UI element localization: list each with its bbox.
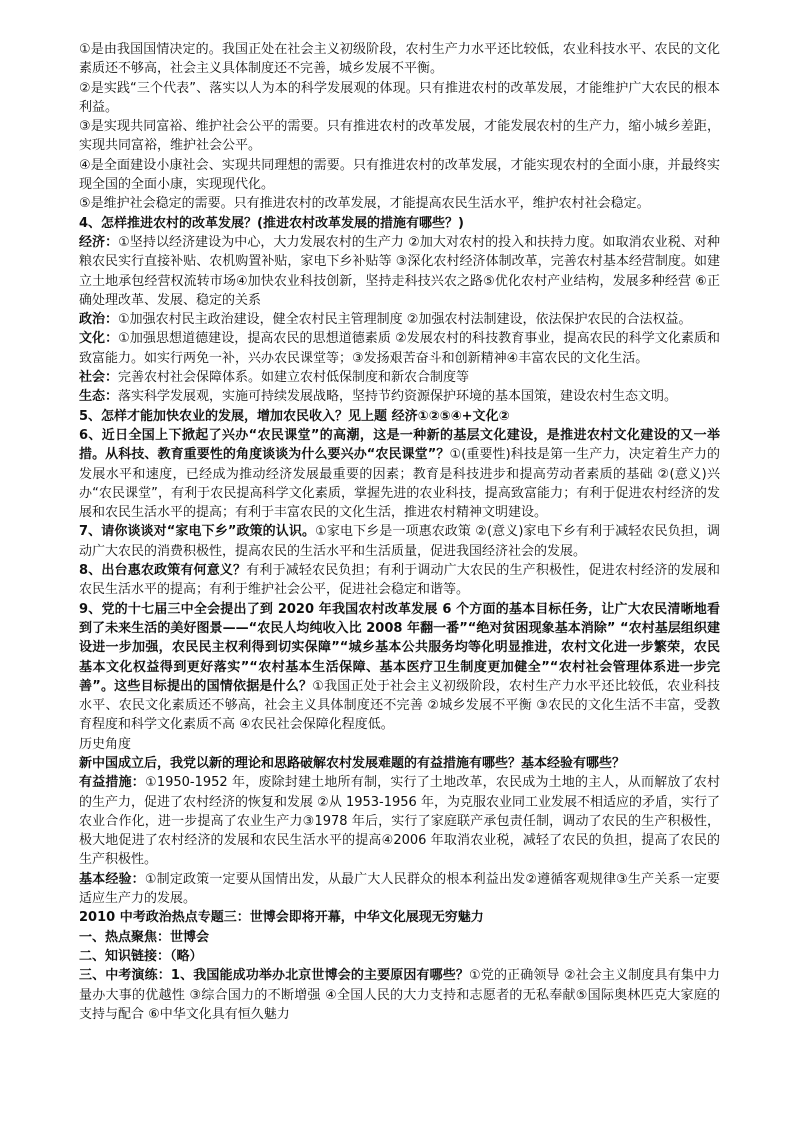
q4-economy-text: ①坚持以经济建设为中心，大力发展农村的生产力 ②加大对农村的投入和扶持力度。如取消农业税、对种粮农民实行直接补贴、农机购置补贴，家电下乡补贴等 ③深化农村经济体制改革，完善农村基本经营制度。如建立土地承包经营权流转市场④加快农业科技创新，坚持走科技兴农之路⑤优化农村产业结构，发展多种经营 ⑥正确处理改革、发展、稳定的关系 — [79, 234, 720, 308]
question-8-answer: 有利于减轻农民负担；有利于调动广大农民的生产积极性，促进农村经济的发展和农民生活水平的提高；有利于维护社会公平，促进社会稳定和谐等。 — [79, 563, 720, 598]
q4-politics — [79, 310, 720, 329]
topic-3-section-3-answer: ①党的正确领导 ②社会主义制度具有集中力量办大事的优越性 ③综合国力的不断增强 ④全国人民的大力支持和志愿者的无私奉献⑤国际奥林匹克大家庭的支持与配合 ⑥中华文化具有恒久魅力 — [79, 968, 720, 1022]
question-9-answer: ①我国正处于社会主义初级阶段，农村生产力水平还比较低，农业科技水平、农民文化素质还不够高，社会主义具体制度还不完善 ②城乡发展不平衡 ③农民的文化生活不丰富，受教育程度和科学文化素质不高 ④农民社会保障化程度低。 — [79, 678, 720, 733]
q4-society — [79, 368, 720, 387]
question-8 — [79, 561, 720, 600]
history-experience — [79, 870, 720, 909]
question-9-title: 9、党的十七届三中全会提出了到 2020 年我国农村改革发展 6 个方面的基本目标任务，让广大农民清晰地看到了未来生活的美好图景——“农民人均纯收入比 2008 年翻一番”“绝对贫困现象基本消除” “农村基层组织建设进一步加强，农民民主权利得到切实保障”“城乡基本公共服务均等化明显推进，农村文化进一步繁荣，农民基本文化权益得到更好落实”“农村基本生活保障、基本医疗卫生制度更加健全”“农村社会管理体系进一步完善”。这些目标提出的国情依据是什么？ — [79, 601, 720, 694]
reason-2: ②是实践“三个代表”、落实以人为本的科学发展观的体现。只有推进农村的改革发展，才能维护广大农民的根本利益。 — [79, 80, 720, 115]
question-7-answer: ①家电下乡是一项惠农政策 ②(意义)家电下乡有利于减轻农民负担，调动广大农民的消费积极性，提高农民的生活水平和生活质量，促进我国经济社会的发展。 — [79, 524, 720, 559]
question-8-title: 8、出台惠农政策有何意义？ — [79, 563, 247, 579]
history-question: 新中国成立后，我党以新的理论和思路破解农村发展难题的有益措施有哪些？基本经验有哪些？ — [79, 755, 626, 771]
history-measures-label: 有益措施： — [79, 775, 145, 791]
topic-3-title: 2010 中考政治热点专题三：世博会即将开幕，中华文化展现无穷魅力 — [79, 910, 484, 926]
q4-culture-text: ①加强思想道德建设，提高农民的思想道德素质 ②发展农村的科技教育事业，提高农民的科学文化素质和致富能力。如实行两免一补，兴办农民课堂等；③发扬艰苦奋斗和创新精神④丰富农民的文化生活。 — [79, 331, 720, 366]
question-6-answer: ①(重要性)科技是第一生产力，决定着生产力的发展水平和速度，已经成为推动经济发展最重要的因素；教育是科技进步和提高劳动者素质的基础 ②(意义)兴办“农民课堂”，有利于农民提高科学文化素质，掌握先进的农业科技，提高致富能力；有利于促进农村经济的发展和农民生活水平的提高；有利于丰富农民的文化生活，推进农村精神文明建设。 — [79, 447, 720, 521]
topic-3-section-3 — [79, 966, 720, 1024]
history-heading: 历史角度 — [79, 736, 132, 752]
q4-society-label: 社会： — [79, 370, 119, 386]
q4-economy-label: 经济： — [79, 234, 119, 250]
question-7-title: 7、请你谈谈对“家电下乡”政策的认识。 — [79, 524, 316, 540]
q4-ecology-text: 落实科学发展观，实施可持续发展战略，坚持节约资源保护环境的基本国策，建设农村生态文明。 — [118, 389, 678, 405]
q4-culture — [79, 329, 720, 368]
question-9 — [79, 600, 720, 735]
history-experience-label: 基本经验： — [79, 871, 145, 887]
q4-economy — [79, 233, 720, 310]
topic-3-section-3-question: 三、中考演练：1、我国能成功举办北京世博会的主要原因有哪些？ — [79, 968, 470, 984]
reason-4: ④是全面建设小康社会、实现共同理想的需要。只有推进农村的改革发展，才能实现农村的全面小康，并最终实现全国的全面小康，实现现代化。 — [79, 157, 720, 193]
history-experience-text: ①制定政策一定要从国情出发，从最广大人民群众的根本利益出发②遵循客观规律③生产关系一定要适应生产力的发展。 — [79, 871, 720, 907]
reason-3: ③是实现共同富裕、维护社会公平的需要。只有推进农村的改革发展，才能发展农村的生产力，缩小城乡差距，实现共同富裕，维护社会公平。 — [79, 119, 720, 154]
question-5: 5、怎样才能加快农业的发展，增加农民收入？见上题 经济①②⑤④+文化② — [79, 408, 510, 424]
history-measures — [79, 773, 720, 869]
topic-3-section-2: 二、知识链接：（略） — [79, 948, 203, 964]
q4-ecology-label: 生态： — [79, 389, 119, 405]
history-measures-text: ①1950-1952 年，废除封建土地所有制，实行了土地改革，农民成为土地的主人，从而解放了农村的生产力，促进了农村经济的恢复和发展 ②从 1953-1956 年，为克服农业同工业发展不相适应的矛盾，实行了农业合作化，进一步提高了农业生产力③1978 年后，实行了家庭联产承包责任制，调动了农民的生产积极性，极大地促进了农村经济的发展和农民生活水平的提高④2006 年取消农业税，减轻了农民的负担，提高了农民的生产积极性。 — [79, 775, 720, 868]
reason-1: ①是由我国国情决定的。我国正处在社会主义初级阶段，农村生产力水平还比较低，农业科技水平、农民的文化素质还不够高，社会主义具体制度还不完善，城乡发展不平衡。 — [79, 42, 720, 77]
q4-ecology — [79, 387, 720, 406]
q4-culture-label: 文化： — [79, 331, 119, 347]
q4-politics-label: 政治： — [79, 312, 119, 328]
reason-5: ⑤是维护社会稳定的需要。只有推进农村的改革发展，才能提高农民生活水平，维护农村社会稳定。 — [79, 196, 650, 212]
question-6 — [79, 426, 720, 522]
topic-3-section-1: 一、热点聚焦：世博会 — [79, 929, 210, 945]
question-4-title: 4、怎样推进农村的改革发展？(推进农村改革发展的措施有哪些？) — [79, 215, 464, 231]
q4-society-text: 完善农村社会保障体系。如建立农村低保制度和新农合制度等 — [118, 370, 470, 386]
question-7 — [79, 522, 720, 561]
q4-politics-text: ①加强农村民主政治建设，健全农村民主管理制度 ②加强农村法制建设，依法保护农民的合法权益。 — [118, 312, 692, 328]
question-6-title: 6、近日全国上下掀起了兴办“农民课堂”的高潮，这是一种新的基层文化建设，是推进农村文化建设的又一举措。从科技、教育重要性的角度谈谈为什么要兴办“农民课堂”？ — [79, 427, 720, 463]
